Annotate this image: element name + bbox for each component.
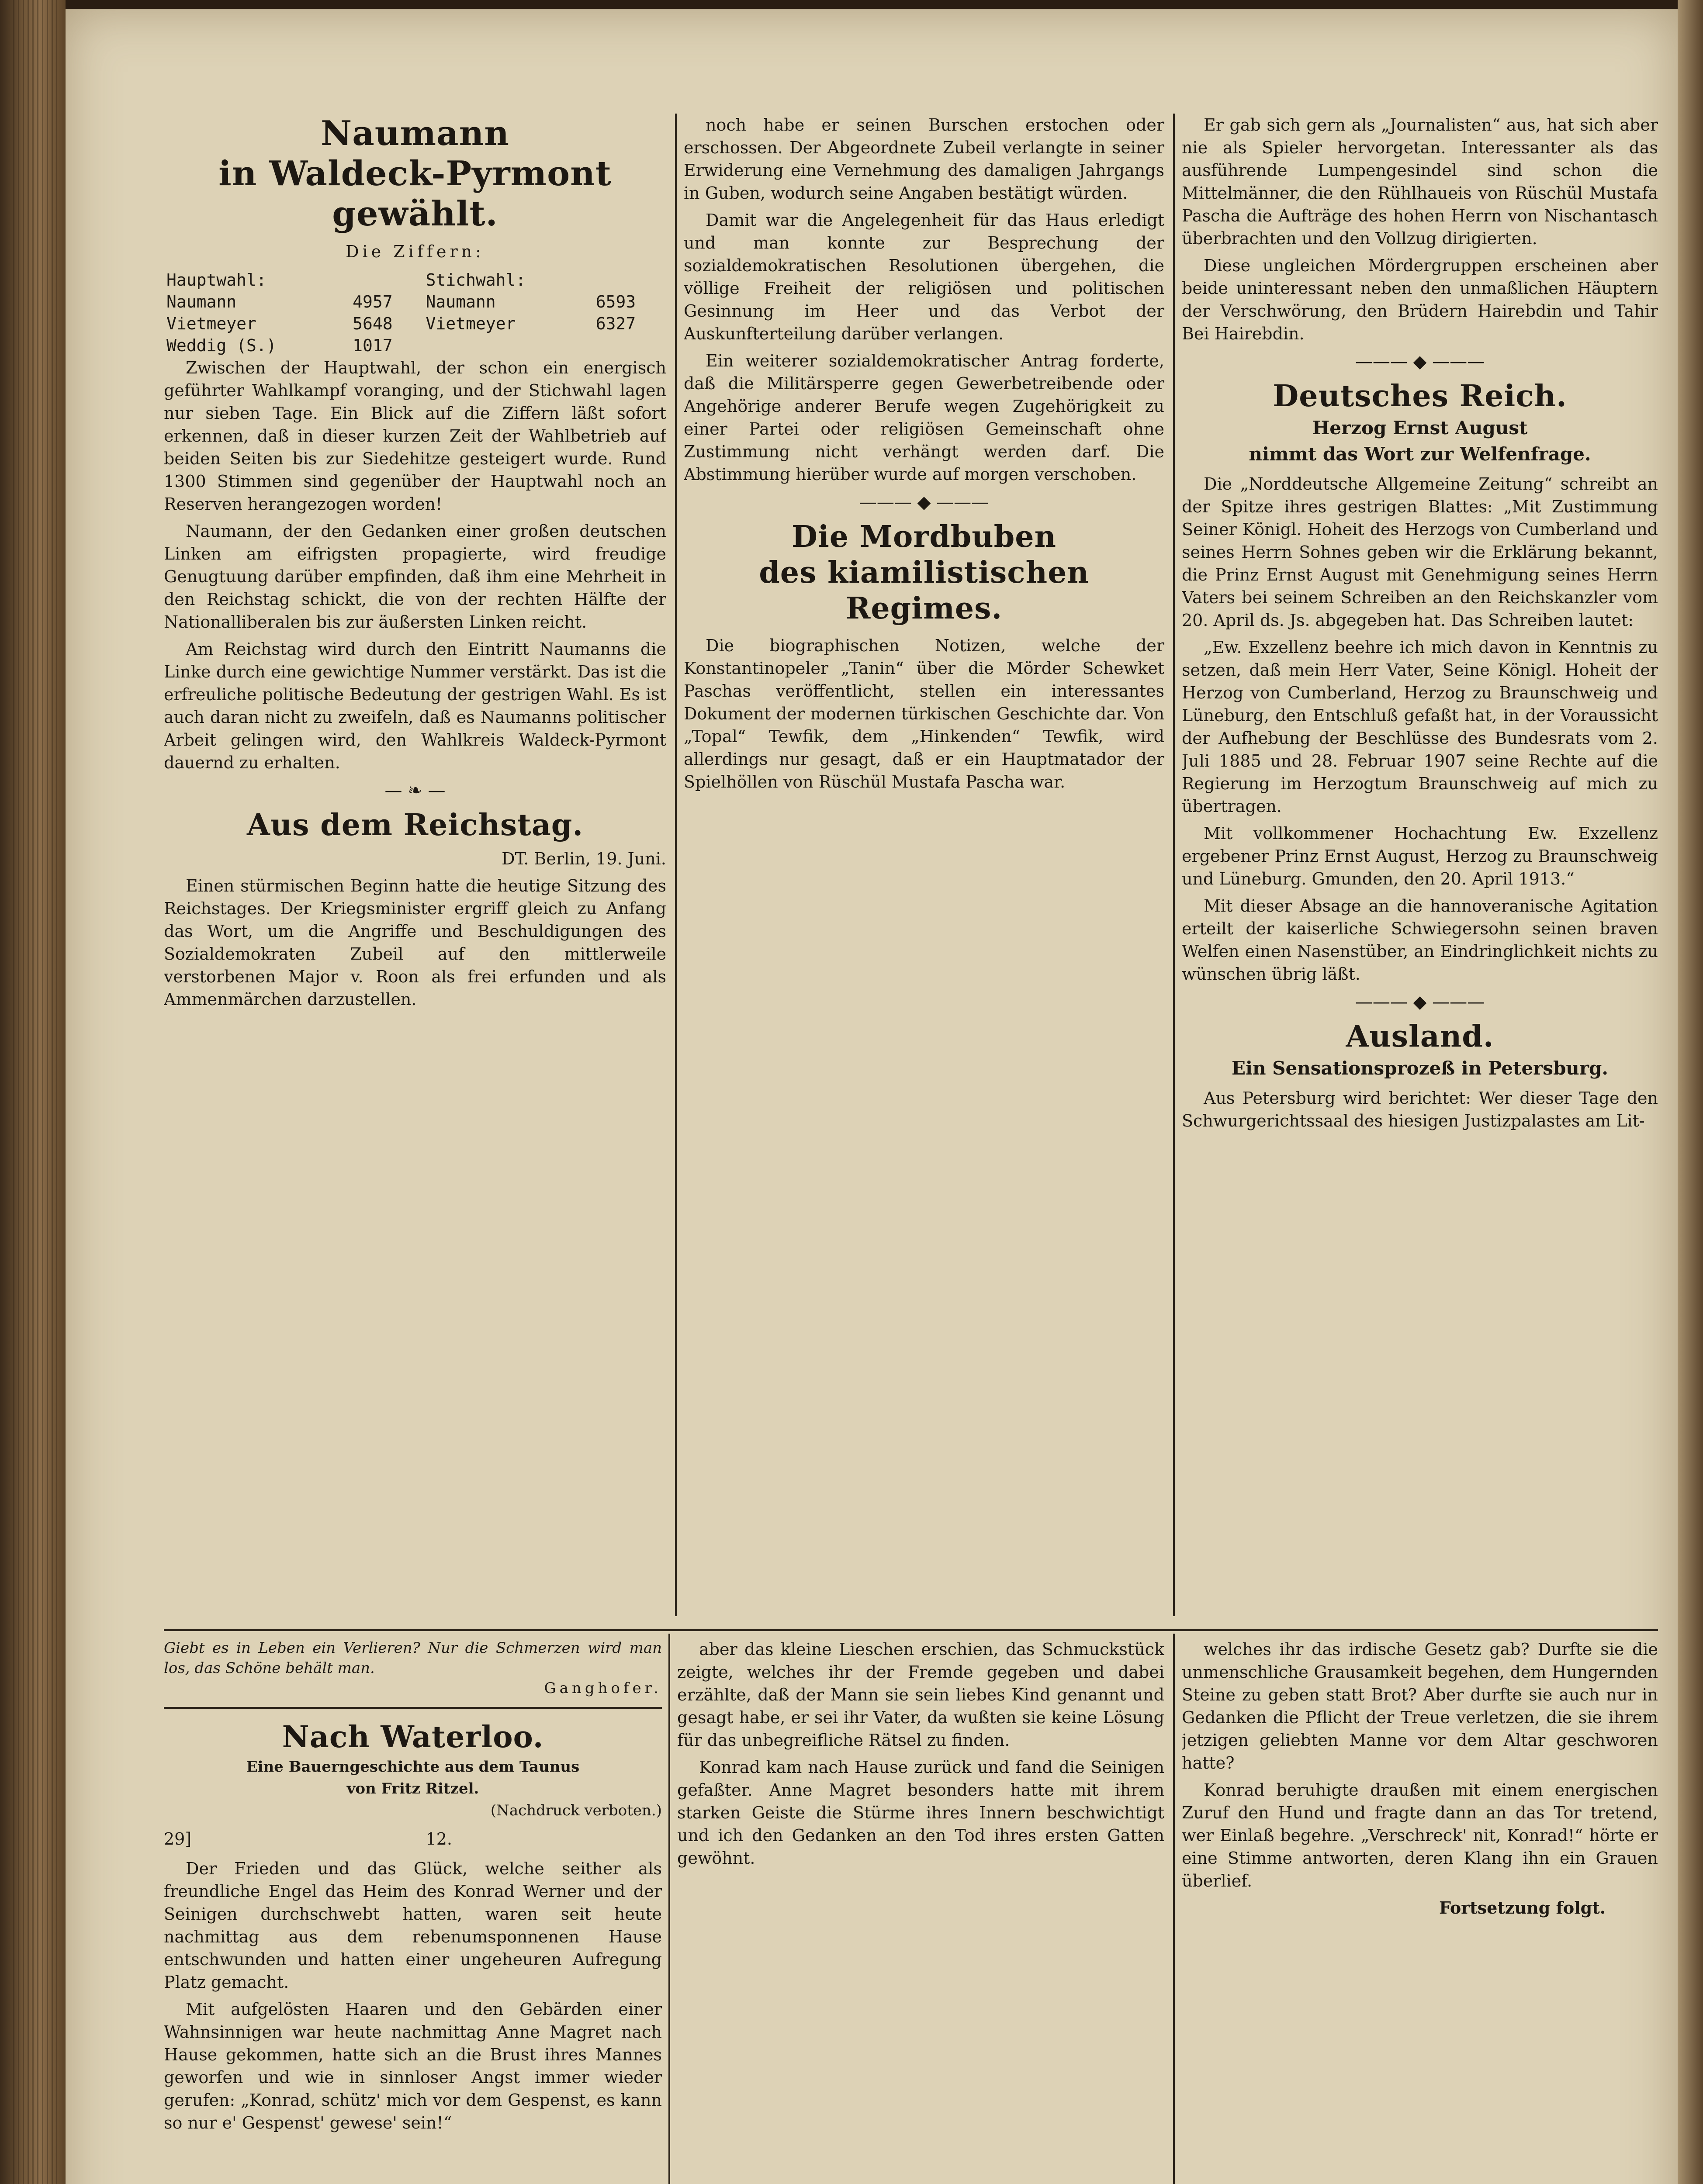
motto-divider	[164, 1707, 662, 1709]
article-paragraph: Er gab sich gern als „Journalisten“ aus, hat sich aber nie als Spieler hervorgetan. Interessanter als das ausführende Lumpengesindel sind schon die Mittelmänner, die den Rühlhaueis von Rüschül Mustafa Pascha die Aufträge des hohen Herrn von Nischantasch überbrachten und den Vollzug dirigierten.	[1182, 115, 1658, 248]
feuilleton-subtitle-1: Eine Bauerngeschichte aus dem Taunus	[246, 1758, 580, 1776]
story-paragraph: Mit aufgelösten Haaren und den Gebärden einer Wahnsinnigen war heute nachmittag Anne Magret nach Hause gekommen, hatte sich an die Brust ihres Mannes geworfen und wie in sinnloser Angst immer wieder gerufen: „Konrad, schütz' mich vor dem Gespenst, es kann so nur e' Gespenst' gewese' sein!“	[164, 2000, 662, 2132]
binding-texture	[13, 0, 57, 2184]
mordbuben-title-2: des kiamilistischen Regimes.	[759, 555, 1089, 626]
feuilleton-title: Nach Waterloo.	[282, 1720, 544, 1755]
article-paragraph: Die biographischen Notizen, welche der Konstantinopeler „Tanin“ über die Mörder Schewket Paschas veröffentlicht, stellen ein interessantes Dokument der modernen türkischen Geschichte dar. Von „Topal“ Tewfik, dem „Hinkenden“ Tewfik, wird allerdings nur gesagt, daß er ein Hauptmatador der Spielhöllen von Rüschül Mustafa Pascha war.	[684, 636, 1164, 791]
reprint-note: (Nachdruck verboten.)	[490, 1802, 662, 1819]
installment-number: 29]	[164, 1829, 192, 1849]
ziffern-label: Die Ziffern:	[346, 242, 485, 261]
continued-note: Fortsetzung folgt.	[1439, 1898, 1606, 1918]
reichstag-title: Aus dem Reichstag.	[246, 808, 584, 843]
column-rule	[668, 1634, 670, 2184]
story-paragraph: aber das kleine Lieschen erschien, das Schmuckstück zeigte, welches ihr der Fremde gegeben und dabei erzählte, daß der Mann sie sein liebes Kind genannt und gesagt habe, er sei ihr Vater, da wußten sie keine Lösung für das unbegreifliche Rätsel zu finden.	[677, 1640, 1164, 1750]
article-paragraph: Die „Norddeutsche Allgemeine Zeitung“ schreibt an der Spitze ihres gestrigen Blattes: „Mit Zustimmung Seiner Königl. Hoheit des Herzogs von Cumberland und seines Herrn Sohnes geben wir die Erklärung bekannt, die Prinz Ernst August mit Genehmigung seines Herrn Vaters bei seinem Schreiben an den Reichskanzler vom 20. April ds. Js. abgegeben hat. Das Schreiben lautet:	[1182, 474, 1658, 630]
naumann-title-2: in Waldeck-Pyrmont gewählt.	[218, 154, 612, 234]
ornament-divider: ——— ◆ ———	[1355, 352, 1485, 372]
stichwahl-label: Stichwahl:	[426, 270, 526, 290]
article-paragraph: Zwischen der Hauptwahl, der schon ein energisch geführter Wahlkampf voranging, und der Stichwahl lagen nur sieben Tage. Ein Blick auf die Ziffern läßt sofort erkennen, daß in dieser kurzen Zeit der Wahlbetrieb auf beiden Seiten bis zur Siedehitze gesteigert wurde. Rund 1300 Stimmen sind gegenüber der Hauptwahl noch an Reserven herangezogen worden!	[164, 358, 666, 514]
column-3	[1182, 114, 1658, 1616]
article-paragraph: Aus Petersburg wird berichtet: Wer dieser Tage den Schwurgerichtssaal des hiesigen Justizpalastes am Lit-	[1182, 1089, 1658, 1130]
feuilleton-column-2	[677, 1638, 1164, 2184]
story-paragraph: welches ihr das irdische Gesetz gab? Durfte sie die unmenschliche Grausamkeit begehen, dem Hungernden Steine zu geben statt Brot? Aber durfte sie auch nur in Gedanken die Pflicht der Treue verletzen, die sie ihrem jetzigen geliebten Manne vor dem Altar geschworen hatte?	[1182, 1640, 1658, 1773]
article-paragraph: Am Reichstag wird durch den Eintritt Naumanns die Linke durch eine gewichtige Nummer verstärkt. Das ist die erfreuliche politische Bedeutung der gestrigen Wahl. Es ist auch daran nicht zu zweifeln, daß es Naumanns politischer Arbeit gelingen wird, den Wahlkreis Waldeck-Pyrmont dauernd zu erhalten.	[164, 639, 666, 772]
article-paragraph: Einen stürmischen Beginn hatte die heutige Sitzung des Reichstages. Der Kriegsminister ergriff gleich zu Anfang das Wort, um die Angriffe und Beschuldigungen des Sozialdemokraten Zubeil auf den mittlerweile verstorbenen Major v. Roon als frei erfunden und als Ammenmärchen darzustellen.	[164, 876, 666, 1009]
page-edge	[1678, 0, 1703, 2184]
ornament-divider: — ❧ —	[384, 781, 446, 801]
motto: Giebt es in Leben ein Verlieren? Nur die Schmerzen wird man los, das Schöne behält man.	[164, 1639, 662, 1677]
ornament-divider: ——— ◆ ———	[1355, 992, 1485, 1012]
story-paragraph: Konrad kam nach Hause zurück und fand die Seinigen gefaßter. Anne Magret besonders hatte mit ihrem starken Geiste die Stürme ihres Innern beschwichtigt und ich den Gedanken an den Tod ihres ersten Gatten gewöhnt.	[677, 1758, 1164, 1868]
naumann-title-1: Naumann	[320, 114, 510, 153]
feuilleton-column-1	[164, 1638, 662, 2184]
feuilleton-column-3	[1182, 1638, 1658, 2184]
ausland-title: Ausland.	[1346, 1019, 1494, 1054]
table-row: Naumann 4957 Naumann 6593	[166, 292, 636, 311]
ornament-divider: ——— ◆ ———	[859, 492, 989, 512]
column-1	[164, 114, 666, 1616]
motto-author: Ganghofer.	[544, 1679, 662, 1697]
column-2	[684, 114, 1164, 1616]
article-paragraph: noch habe er seinen Burschen erstochen oder erschossen. Der Abgeordnete Zubeil verlangte in seiner Erwiderung eine Vernehmung des damaligen Jahrgangs in Guben, wodurch seine Angaben bestätigt würden.	[684, 115, 1164, 203]
reich-subtitle-1: Herzog Ernst August	[1312, 417, 1528, 439]
reich-subtitle-2: nimmt das Wort zur Welfenfrage.	[1249, 443, 1591, 465]
article-paragraph: „Ew. Exzellenz beehre ich mich davon in Kenntnis zu setzen, daß mein Herr Vater, Seine Königl. Hoheit der Herzog von Cumberland, Herzog zu Braunschweig und Lüneburg, den Entschluß gefaßt hat, in der Voraussicht der Aufhebung der Beschlüsse des Bundesrats vom 2. Juli 1885 und 28. Februar 1907 seine Rechte auf die Regierung im Herzogtum Braunschweig auf mich zu übertragen.	[1182, 638, 1658, 816]
story-paragraph: Konrad beruhigte draußen mit einem energischen Zuruf den Hund und fragte dann an das Tor tretend, wer Einlaß begehre. „Verschreck' nit, Konrad!“ hörte er eine Stimme antworten, deren Klang ihn ein Grauen überlief.	[1182, 1780, 1658, 1890]
story-paragraph: Der Frieden und das Glück, welche seither als freundliche Engel das Heim des Konrad Werner und der Seinigen durchschwebt hatten, waren seit heute nachmittag aus dem rebenumsponnenen Hause entschwunden und hatten einer ungeheuren Aufregung Platz gemacht.	[164, 1859, 662, 1992]
article-paragraph: Mit vollkommener Hochachtung Ew. Exzellenz ergebener Prinz Ernst August, Herzog zu Braunschweig und Lüneburg. Gmunden, den 20. April 1913.“	[1182, 824, 1658, 888]
column-rule	[675, 114, 677, 1616]
article-paragraph: Mit dieser Absage an die hannoveranische Agitation erteilt der kaiserliche Schwiegersohn seinen braven Welfen einen Nasenstüber, an Eindringlichkeit nichts zu wünschen übrig läßt.	[1182, 896, 1658, 984]
article-paragraph: Naumann, der den Gedanken einer großen deutschen Linken am eifrigsten propagierte, wird freudige Genugtuung darüber empfinden, daß ihm eine Mehrheit in den Reichstag schickt, die von der rechten Hälfte der Nationalliberalen bis zur äußersten Linken reicht.	[164, 522, 666, 632]
section-divider	[164, 1629, 1658, 1631]
election-results-table	[164, 269, 666, 356]
article-paragraph: Damit war die Angelegenheit für das Haus erledigt und man konnte zur Besprechung der sozialdemokratischen Resolutionen übergehen, die völlige Freiheit der religiösen und politischen Gesinnung im Heer und das Verbot der Auskunfterteilung darüber verlangen.	[684, 211, 1164, 343]
ausland-subtitle: Ein Sensationsprozeß in Petersburg.	[1232, 1057, 1608, 1079]
column-rule	[1173, 114, 1175, 1616]
article-paragraph: Ein weiterer sozialdemokratischer Antrag forderte, daß die Militärsperre gegen Gewerbetreibende oder Angehörige anderer Berufe wegen Zugehörigkeit zu einer Partei oder religiösen Gemeinschaft ohne Zustimmung nicht verhängt werden darf. Die Abstimmung hierüber wurde auf morgen verschoben.	[684, 351, 1164, 484]
reich-title: Deutsches Reich.	[1273, 379, 1567, 414]
column-rule	[1173, 1634, 1175, 2184]
article-paragraph: Diese ungleichen Mördergruppen erscheinen aber beide uninteressant neben den unmaßlichen Häuptern der Verschwörung, den Brüdern Hairebdin und Tahir Bei Hairebdin.	[1182, 256, 1658, 343]
newspaper-page	[66, 9, 1678, 2184]
mordbuben-title-1: Die Mordbuben	[792, 519, 1056, 554]
table-row: Vietmeyer 5648 Vietmeyer 6327	[166, 314, 636, 333]
feuilleton-subtitle-2: von Fritz Ritzel.	[346, 1780, 479, 1797]
reichstag-dateline: DT. Berlin, 19. Juni.	[502, 849, 666, 868]
chapter-number: 12.	[426, 1829, 452, 1849]
hauptwahl-label: Hauptwahl:	[166, 270, 267, 290]
table-row: Weddig (S.) 1017	[166, 336, 393, 355]
